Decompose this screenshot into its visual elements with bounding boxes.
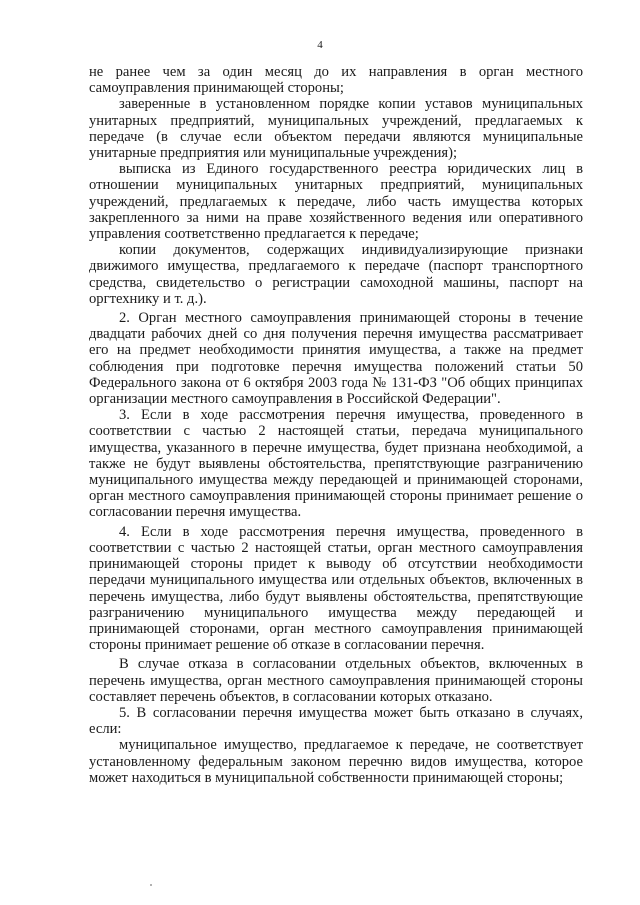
page-number: 4 — [317, 39, 323, 51]
scan-speck — [150, 884, 152, 886]
document-body — [89, 64, 583, 786]
paragraph-9: 5. В согласовании перечня имущества может быть отказано в случаях, если: — [89, 704, 583, 738]
paragraph-1: не ранее чем за один месяц до их направления в орган местного самоуправления принимающей стороны; — [89, 64, 583, 97]
paragraph-2: заверенные в установленном порядке копии уставов муниципальных унитарных предприятий, муниципальных учреждений, предлагаемых к передаче (в случае если объектом передачи являются муниципальные унитарные предприятия или муниципальные учреждения); — [89, 96, 583, 162]
paragraph-4: копии документов, содержащих индивидуализирующие признаки движимого имущества, предлагаемого к передаче (паспорт транспортного средства, свидетельство о регистрации самоходной машины, паспорт на оргтехнику и т. д.). — [89, 242, 583, 307]
paragraph-10: муниципальное имущество, предлагаемое к передаче, не соответствует установленному федеральным законом перечню видов имущества, которое может находиться в муниципальной собственности принимающей стороны; — [89, 737, 583, 786]
paragraph-8: В случае отказа в согласовании отдельных объектов, включенных в перечень имущества, орган местного самоуправления принимающей стороны составляет перечень объектов, в согласовании которых отказано. — [89, 656, 583, 705]
paragraph-7: 4. Если в ходе рассмотрения перечня имущества, проведенного в соответствии с частью 2 настоящей статьи, орган местного самоуправления принимающей стороны придет к выводу об отсутствии необходимости передачи муниципального имущества или отдельных объектов, включенных в перечень имущества, либо будут выявлены обстоятельства, препятствующие разграничению муниципального имущества между передающей и принимающей сторонами, орган местного самоуправления принимающей стороны принимает решение об отказе в согласовании перечня. — [89, 523, 583, 654]
paragraph-3: выписка из Единого государственного реестра юридических лиц в отношении муниципальных унитарных предприятий, муниципальных учреждений, предлагаемых к передаче, либо часть имущества которых закрепленного за ними на праве хозяйственного ведения или оперативного управления соответственно предлагается к передаче; — [89, 161, 583, 243]
paragraph-5: 2. Орган местного самоуправления принимающей стороны в течение двадцати рабочих дней со дня получения перечня имущества рассматривает его на предмет необходимости принятия имущества, а также на предмет соблюдения при подготовке перечня имущества положений статьи 50 Федерального закона от 6 октября 2003 года № 131-ФЗ "Об общих принципах организации местного самоуправления в Российской Федерации". — [89, 310, 583, 408]
paragraph-6: 3. Если в ходе рассмотрения перечня имущества, проведенного в соответствии с частью 2 настоящей статьи, передача муниципального имущества, указанного в перечне имущества, будет признана необходимой, а также не будут выявлены обстоятельства, препятствующие разграничению муниципального имущества между передающей и принимающей сторонами, орган местного самоуправления принимающей стороны принимает решение о согласовании перечня имущества. — [89, 407, 583, 521]
